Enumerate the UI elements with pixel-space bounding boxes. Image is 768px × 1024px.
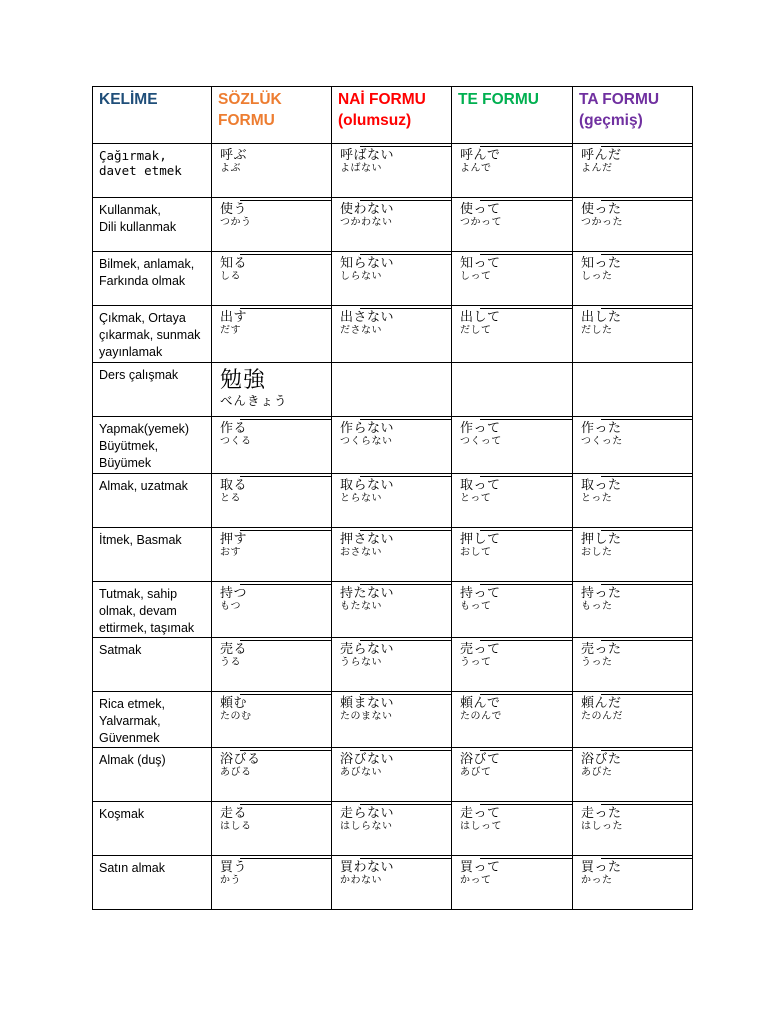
- ta-form-cell: [573, 252, 693, 306]
- word-line: Dili kullanmak: [99, 220, 177, 234]
- word-line: davet etmek: [99, 163, 182, 178]
- kanji-text: 頼む: [220, 696, 248, 711]
- word-cell: [93, 306, 212, 363]
- nai-form-cell: [332, 306, 452, 363]
- sozluk-form-cell: [212, 474, 332, 528]
- sozluk-form-cell: [212, 692, 332, 748]
- kanji-text: 呼ばない: [340, 148, 395, 163]
- kanji-text: 出した: [581, 310, 622, 325]
- word-line: Almak (duş): [99, 753, 166, 767]
- sozluk-form-cell: [212, 306, 332, 363]
- furigana-reading: はしる: [220, 821, 252, 832]
- word-line: Satın almak: [99, 861, 166, 875]
- furigana-reading: つかわない: [340, 217, 393, 228]
- sozluk-form-cell: [212, 582, 332, 638]
- word-line: Koşmak: [99, 807, 145, 821]
- furigana-reading: うらない: [340, 657, 382, 668]
- sozluk-form-cell: [212, 252, 332, 306]
- nai-form-cell: [332, 252, 452, 306]
- word-line: İtmek, Basmak: [99, 533, 182, 547]
- kanji-text: 知って: [460, 256, 501, 271]
- nai-form-cell: [332, 692, 452, 748]
- furigana-reading: たのむ: [220, 711, 252, 722]
- word-line: Büyümek: [99, 456, 152, 470]
- te-form-cell: [452, 474, 573, 528]
- furigana-reading: だした: [581, 325, 613, 336]
- kanji-text: 知らない: [340, 256, 395, 271]
- kanji-text: 売る: [220, 642, 248, 657]
- te-form-cell: [452, 363, 573, 417]
- furigana-reading: かって: [460, 875, 492, 886]
- sozluk-form-cell: [212, 417, 332, 474]
- furigana-reading: とった: [581, 493, 613, 504]
- ta-form-cell: [573, 802, 693, 856]
- word-line: Yapmak(yemek): [99, 422, 190, 436]
- ta-form-cell: [573, 363, 693, 417]
- nai-form-cell: [332, 144, 452, 198]
- kanji-text: 取らない: [340, 478, 395, 493]
- kanji-text: 使った: [581, 202, 622, 217]
- te-form-cell: [452, 692, 573, 748]
- kanji-text: 浴びた: [581, 752, 622, 767]
- sozluk-form-cell: [212, 144, 332, 198]
- furigana-reading: たのまない: [340, 711, 393, 722]
- table-row: [93, 856, 693, 910]
- furigana-reading: かった: [581, 875, 613, 886]
- header-nai-formu: NAİ FORMU (olumsuz): [332, 87, 452, 144]
- word-line: Kullanmak,: [99, 203, 161, 217]
- furigana-reading: とる: [220, 493, 241, 504]
- word-cell: [93, 638, 212, 692]
- kanji-text: 売って: [460, 642, 501, 657]
- word-line: ettirmek, taşımak: [99, 621, 195, 635]
- sozluk-form-cell: [212, 748, 332, 802]
- word-cell: [93, 144, 212, 198]
- furigana-reading: しった: [581, 271, 613, 282]
- furigana-reading: あびて: [460, 767, 492, 778]
- te-form-cell: [452, 856, 573, 910]
- te-form-cell: [452, 417, 573, 474]
- word-line: Tutmak, sahip: [99, 587, 178, 601]
- sozluk-form-cell: [212, 856, 332, 910]
- word-line: Ders çalışmak: [99, 368, 179, 382]
- furigana-reading: よんで: [460, 163, 492, 174]
- nai-form-cell: [332, 856, 452, 910]
- header-te-formu: TE FORMU: [452, 87, 573, 144]
- table-row: [93, 144, 693, 198]
- nai-form-cell: [332, 363, 452, 417]
- table-row: [93, 692, 693, 748]
- kanji-text: 頼んで: [460, 696, 501, 711]
- furigana-reading: あびない: [340, 767, 382, 778]
- word-cell: [93, 363, 212, 417]
- kanji-text: 頼まない: [340, 696, 395, 711]
- table-row: [93, 306, 693, 363]
- te-form-cell: [452, 198, 573, 252]
- ta-form-cell: [573, 474, 693, 528]
- kanji-text: 作らない: [340, 421, 395, 436]
- sozluk-form-cell: [212, 363, 332, 417]
- te-form-cell: [452, 306, 573, 363]
- kanji-text: 浴びない: [340, 752, 395, 767]
- furigana-reading: おす: [220, 547, 241, 558]
- furigana-reading: つくった: [581, 436, 623, 447]
- word-cell: [93, 252, 212, 306]
- word-line: Bilmek, anlamak,: [99, 257, 195, 271]
- header-sozluk-formu: SÖZLÜK FORMU: [212, 87, 332, 144]
- furigana-reading: ださない: [340, 325, 382, 336]
- furigana-reading: だして: [460, 325, 492, 336]
- te-form-cell: [452, 638, 573, 692]
- te-form-cell: [452, 528, 573, 582]
- te-form-cell: [452, 582, 573, 638]
- furigana-reading: とらない: [340, 493, 382, 504]
- word-cell: [93, 582, 212, 638]
- word-line: Çıkmak, Ortaya: [99, 311, 186, 325]
- furigana-reading: つくって: [460, 436, 502, 447]
- ta-form-cell: [573, 582, 693, 638]
- kanji-text: 取って: [460, 478, 501, 493]
- word-cell: [93, 856, 212, 910]
- kanji-text: 浴びて: [460, 752, 501, 767]
- nai-form-cell: [332, 748, 452, 802]
- kanji-text: 持って: [460, 586, 501, 601]
- kanji-text: 押した: [581, 532, 622, 547]
- te-form-cell: [452, 802, 573, 856]
- kanji-text: 買う: [220, 860, 248, 875]
- furigana-reading: あびる: [220, 767, 252, 778]
- furigana-reading: とって: [460, 493, 492, 504]
- furigana-reading: もった: [581, 601, 613, 612]
- table-row: [93, 582, 693, 638]
- kanji-text: 使って: [460, 202, 501, 217]
- kanji-text: 作る: [220, 421, 248, 436]
- ta-form-cell: [573, 417, 693, 474]
- furigana-reading: おさない: [340, 547, 382, 558]
- sozluk-form-cell: [212, 198, 332, 252]
- word-line: çıkarmak, sunmak: [99, 328, 201, 342]
- word-line: olmak, devam: [99, 604, 177, 618]
- header-ta-formu: TA FORMU (geçmiş): [573, 87, 693, 144]
- furigana-reading: おして: [460, 547, 492, 558]
- kanji-text: 買って: [460, 860, 501, 875]
- word-cell: [93, 748, 212, 802]
- furigana-reading: だす: [220, 325, 241, 336]
- furigana-reading: よばない: [340, 163, 382, 174]
- kanji-text: 走って: [460, 806, 501, 821]
- kanji-text: 取る: [220, 478, 248, 493]
- kanji-text: 押して: [460, 532, 501, 547]
- furigana-reading: たのんだ: [581, 711, 623, 722]
- kanji-text: 走らない: [340, 806, 395, 821]
- kanji-text: 知った: [581, 256, 622, 271]
- nai-form-cell: [332, 638, 452, 692]
- furigana-reading: たのんで: [460, 711, 502, 722]
- te-form-cell: [452, 748, 573, 802]
- word-line: Almak, uzatmak: [99, 479, 188, 493]
- furigana-reading: うって: [460, 657, 492, 668]
- kanji-text: 押さない: [340, 532, 395, 547]
- kanji-text: 勉強: [220, 368, 267, 393]
- table-row: [93, 363, 693, 417]
- word-line: Rica etmek,: [99, 697, 165, 711]
- ta-form-cell: [573, 692, 693, 748]
- furigana-reading: つくらない: [340, 436, 393, 447]
- kanji-text: 買った: [581, 860, 622, 875]
- ta-form-cell: [573, 638, 693, 692]
- kanji-text: 呼んだ: [581, 148, 622, 163]
- te-form-cell: [452, 252, 573, 306]
- table-row: [93, 748, 693, 802]
- verb-conjugation-table: [92, 86, 693, 910]
- word-line: yayınlamak: [99, 345, 163, 359]
- table-row: [93, 802, 693, 856]
- furigana-reading: しらない: [340, 271, 382, 282]
- furigana-reading: つかう: [220, 217, 252, 228]
- kanji-text: 買わない: [340, 860, 395, 875]
- kanji-text: 出す: [220, 310, 248, 325]
- kanji-text: 持つ: [220, 586, 248, 601]
- word-cell: [93, 802, 212, 856]
- word-cell: [93, 528, 212, 582]
- furigana-reading: はしった: [581, 821, 623, 832]
- kanji-text: 押す: [220, 532, 248, 547]
- kanji-text: 使わない: [340, 202, 395, 217]
- sozluk-form-cell: [212, 528, 332, 582]
- nai-form-cell: [332, 802, 452, 856]
- furigana-reading: もって: [460, 601, 492, 612]
- word-line: Yalvarmak,: [99, 714, 161, 728]
- furigana-reading: べんきょう: [220, 393, 288, 408]
- kanji-text: 走る: [220, 806, 248, 821]
- kanji-text: 取った: [581, 478, 622, 493]
- kanji-text: 使う: [220, 202, 248, 217]
- kanji-text: 売らない: [340, 642, 395, 657]
- table-row: [93, 474, 693, 528]
- furigana-reading: しって: [460, 271, 492, 282]
- header-kelime: KELİME: [93, 87, 212, 144]
- word-line: Çağırmak,: [99, 148, 167, 163]
- header-row: [93, 87, 693, 144]
- kanji-text: 作った: [581, 421, 622, 436]
- table-row: [93, 528, 693, 582]
- kanji-text: 出して: [460, 310, 501, 325]
- furigana-reading: しる: [220, 271, 241, 282]
- kanji-text: 知る: [220, 256, 248, 271]
- kanji-text: 呼ぶ: [220, 148, 248, 163]
- sozluk-form-cell: [212, 638, 332, 692]
- kanji-text: 走った: [581, 806, 622, 821]
- kanji-text: 持った: [581, 586, 622, 601]
- furigana-reading: はしらない: [340, 821, 393, 832]
- ta-form-cell: [573, 528, 693, 582]
- kanji-text: 頼んだ: [581, 696, 622, 711]
- table-row: [93, 417, 693, 474]
- furigana-reading: よぶ: [220, 163, 241, 174]
- word-cell: [93, 417, 212, 474]
- table-row: [93, 252, 693, 306]
- sozluk-form-cell: [212, 802, 332, 856]
- furigana-reading: うる: [220, 657, 241, 668]
- kanji-text: 作って: [460, 421, 501, 436]
- ta-form-cell: [573, 306, 693, 363]
- word-cell: [93, 692, 212, 748]
- ta-form-cell: [573, 198, 693, 252]
- furigana-reading: つくる: [220, 436, 252, 447]
- table-row: [93, 198, 693, 252]
- kanji-text: 呼んで: [460, 148, 501, 163]
- nai-form-cell: [332, 582, 452, 638]
- kanji-text: 持たない: [340, 586, 395, 601]
- nai-form-cell: [332, 417, 452, 474]
- word-line: Güvenmek: [99, 731, 160, 745]
- furigana-reading: もたない: [340, 601, 382, 612]
- furigana-reading: あびた: [581, 767, 613, 778]
- te-form-cell: [452, 144, 573, 198]
- furigana-reading: もつ: [220, 601, 241, 612]
- nai-form-cell: [332, 528, 452, 582]
- table-row: [93, 638, 693, 692]
- ta-form-cell: [573, 748, 693, 802]
- ta-form-cell: [573, 856, 693, 910]
- nai-form-cell: [332, 198, 452, 252]
- kanji-text: 出さない: [340, 310, 395, 325]
- nai-form-cell: [332, 474, 452, 528]
- furigana-reading: よんだ: [581, 163, 613, 174]
- word-line: Satmak: [99, 643, 142, 657]
- furigana-reading: はしって: [460, 821, 502, 832]
- furigana-reading: かわない: [340, 875, 382, 886]
- word-line: Büyütmek,: [99, 439, 159, 453]
- furigana-reading: かう: [220, 875, 241, 886]
- word-line: Farkında olmak: [99, 274, 186, 288]
- word-cell: [93, 198, 212, 252]
- furigana-reading: おした: [581, 547, 613, 558]
- furigana-reading: つかった: [581, 217, 623, 228]
- word-cell: [93, 474, 212, 528]
- kanji-text: 売った: [581, 642, 622, 657]
- furigana-reading: うった: [581, 657, 613, 668]
- furigana-reading: つかって: [460, 217, 502, 228]
- kanji-text: 浴びる: [220, 752, 261, 767]
- ta-form-cell: [573, 144, 693, 198]
